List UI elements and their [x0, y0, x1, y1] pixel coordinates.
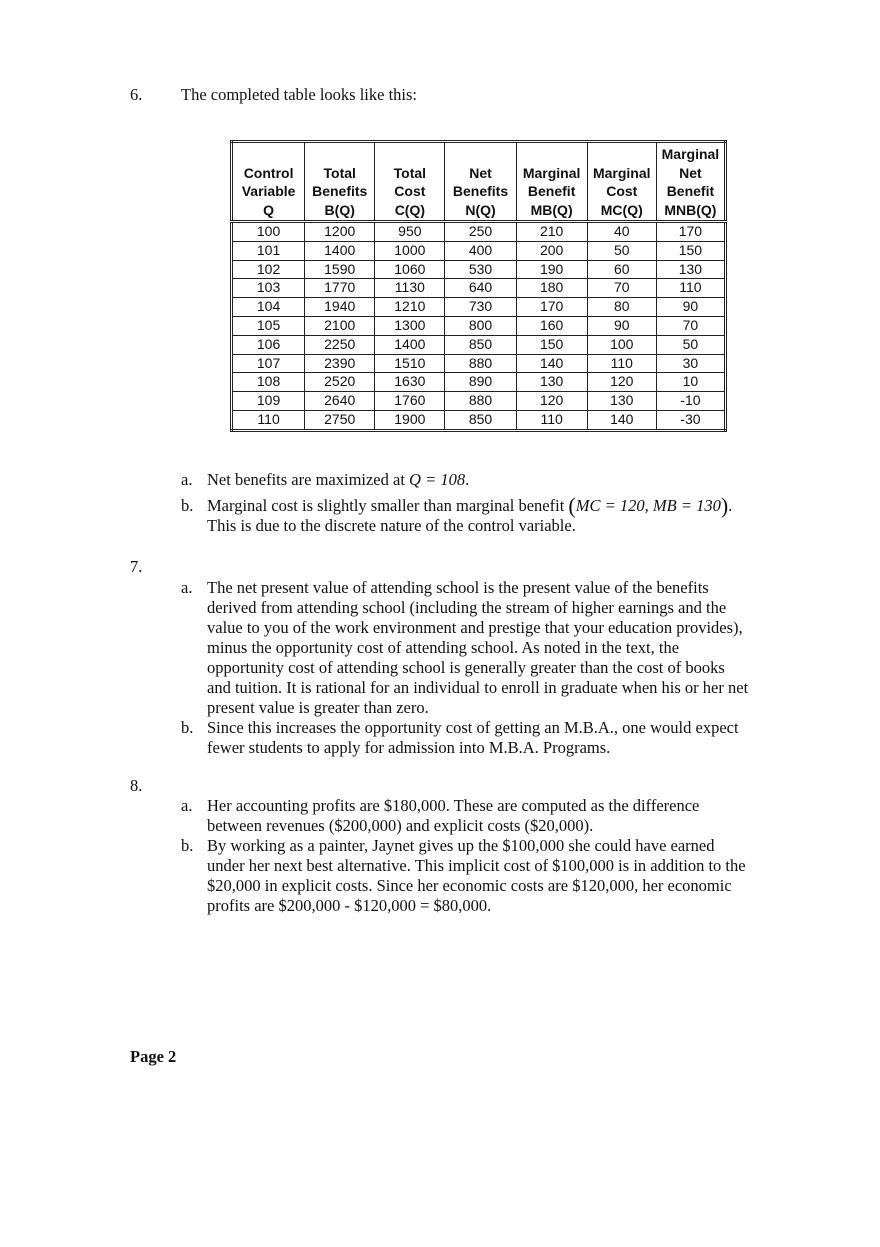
table-cell: 170 [516, 298, 587, 317]
table-cell: 1770 [305, 279, 375, 298]
page-number: Page 2 [130, 1047, 177, 1066]
table-cell: 1940 [305, 298, 375, 317]
question-8a-label: a. [181, 796, 193, 815]
table-row [232, 316, 726, 335]
table-cell: 850 [445, 410, 516, 430]
table-cell: 105 [232, 316, 305, 335]
table-cell: 880 [445, 354, 516, 373]
table-cell: 120 [587, 373, 656, 392]
question-6b-label: b. [181, 496, 194, 515]
table-cell: 1300 [375, 316, 445, 335]
question-7a-label: a. [181, 578, 193, 597]
header-net-benefits: Net Benefits N(Q) [445, 142, 516, 222]
table-cell: 107 [232, 354, 305, 373]
question-6a-label: a. [181, 470, 193, 489]
table-cell: 730 [445, 298, 516, 317]
table-cell: 100 [587, 335, 656, 354]
table-cell: 101 [232, 241, 305, 260]
question-7-number: 7. [130, 557, 143, 576]
table-cell: 100 [232, 222, 305, 242]
table-cell: 60 [587, 260, 656, 279]
table-cell: 140 [587, 410, 656, 430]
question-8b-label: b. [181, 836, 194, 855]
question-6-intro: The completed table looks like this: [181, 85, 417, 104]
table-cell: 880 [445, 392, 516, 411]
table-cell: 70 [656, 316, 725, 335]
table-cell: 30 [656, 354, 725, 373]
table-cell: 1400 [375, 335, 445, 354]
question-6a-text: Net benefits are maximized at Q = 108. [207, 470, 470, 489]
table-cell: 2390 [305, 354, 375, 373]
table-cell: 1400 [305, 241, 375, 260]
question-7a-text: The net present value of attending school is the present value of the benefits derived from attending school (including the stream of higher earnings and the value to you of the work environment and prestige that your education provides), minus the opportunity cost of attending school. As noted in the text, the opportunity cost of attending school is generally greater than the cost of books and tuition. It is rational for an individual to enroll in graduate when his or her net present value is greater than zero. [207, 578, 749, 717]
table-cell: 2250 [305, 335, 375, 354]
q-optimum-math: Q = 108 [409, 470, 466, 489]
header-total-cost: Total Cost C(Q) [375, 142, 445, 222]
table-cell: 1510 [375, 354, 445, 373]
table-cell: 110 [232, 410, 305, 430]
table-cell: 1630 [375, 373, 445, 392]
table-cell: 102 [232, 260, 305, 279]
table-cell: 190 [516, 260, 587, 279]
question-6-number: 6. [130, 85, 143, 104]
table-cell: 400 [445, 241, 516, 260]
header-marginal-benefit: Marginal Benefit MB(Q) [516, 142, 587, 222]
header-marginal-cost: Marginal Cost MC(Q) [587, 142, 656, 222]
table-cell: 104 [232, 298, 305, 317]
header-marginal-net-benefit: Marginal Net Benefit MNB(Q) [656, 142, 725, 222]
table-cell: 103 [232, 279, 305, 298]
table-cell: 1200 [305, 222, 375, 242]
table-cell: 890 [445, 373, 516, 392]
table-row [232, 410, 726, 430]
table-cell: 130 [516, 373, 587, 392]
table-cell: 40 [587, 222, 656, 242]
table-row [232, 335, 726, 354]
table-cell: 130 [587, 392, 656, 411]
table-cell: 210 [516, 222, 587, 242]
table-cell: 108 [232, 373, 305, 392]
table-row [232, 298, 726, 317]
table-cell: 1210 [375, 298, 445, 317]
table-cell: 1760 [375, 392, 445, 411]
table-row [232, 354, 726, 373]
table-cell: 70 [587, 279, 656, 298]
table-cell: 50 [656, 335, 725, 354]
table-cell: 150 [516, 335, 587, 354]
table-cell: 2520 [305, 373, 375, 392]
header-total-benefits: Total Benefits B(Q) [305, 142, 375, 222]
table-cell: 950 [375, 222, 445, 242]
table-cell: 90 [656, 298, 725, 317]
table-cell: 1900 [375, 410, 445, 430]
table-cell: 106 [232, 335, 305, 354]
table-cell: 1590 [305, 260, 375, 279]
table-cell: 250 [445, 222, 516, 242]
header-control-variable: Control Variable Q [232, 142, 305, 222]
table-cell: 2100 [305, 316, 375, 335]
table-row [232, 222, 726, 242]
table-cell: 90 [587, 316, 656, 335]
marginal-analysis-table [230, 140, 727, 432]
table-cell: 109 [232, 392, 305, 411]
table-cell: 160 [516, 316, 587, 335]
table-cell: 140 [516, 354, 587, 373]
table-cell: 150 [656, 241, 725, 260]
table-cell: 130 [656, 260, 725, 279]
table-cell: 80 [587, 298, 656, 317]
table-row [232, 279, 726, 298]
table-cell: -10 [656, 392, 725, 411]
table-cell: 640 [445, 279, 516, 298]
table-cell: -30 [656, 410, 725, 430]
table-header-row [232, 142, 726, 222]
question-6b-text: Marginal cost is slightly smaller than marginal benefit (MC = 120, MB = 130). This is due to the discrete nature of the control variable. [207, 493, 733, 535]
table-cell: 120 [516, 392, 587, 411]
table-cell: 530 [445, 260, 516, 279]
table-row [232, 392, 726, 411]
table-cell: 10 [656, 373, 725, 392]
table-cell: 110 [587, 354, 656, 373]
question-8b-text: By working as a painter, Jaynet gives up the $100,000 she could have earned under her next best alternative. This implicit cost of $100,000 is in addition to the $20,000 in explicit costs. Since her economic costs are $120,000, her economic profits are $200,000 - $120,000 = $80,000. [207, 836, 746, 915]
question-8-number: 8. [130, 776, 143, 795]
table-row [232, 260, 726, 279]
mc-mb-math: MC = 120, MB = 130 [575, 496, 721, 515]
table-cell: 1060 [375, 260, 445, 279]
table-cell: 180 [516, 279, 587, 298]
table-cell: 2640 [305, 392, 375, 411]
table-cell: 1000 [375, 241, 445, 260]
table-cell: 50 [587, 241, 656, 260]
table-body [232, 222, 726, 431]
table-cell: 850 [445, 335, 516, 354]
question-7b-text: Since this increases the opportunity cost of getting an M.B.A., one would expect fewer students to apply for admission into M.B.A. Programs. [207, 718, 739, 757]
question-7b-label: b. [181, 718, 194, 737]
table-cell: 800 [445, 316, 516, 335]
table-cell: 110 [516, 410, 587, 430]
table-cell: 200 [516, 241, 587, 260]
question-8a-text: Her accounting profits are $180,000. These are computed as the difference between revenues ($200,000) and explicit costs ($20,000). [207, 796, 700, 835]
table-cell: 170 [656, 222, 725, 242]
table-row [232, 241, 726, 260]
table-cell: 2750 [305, 410, 375, 430]
table-row [232, 373, 726, 392]
table-cell: 110 [656, 279, 725, 298]
table-cell: 1130 [375, 279, 445, 298]
